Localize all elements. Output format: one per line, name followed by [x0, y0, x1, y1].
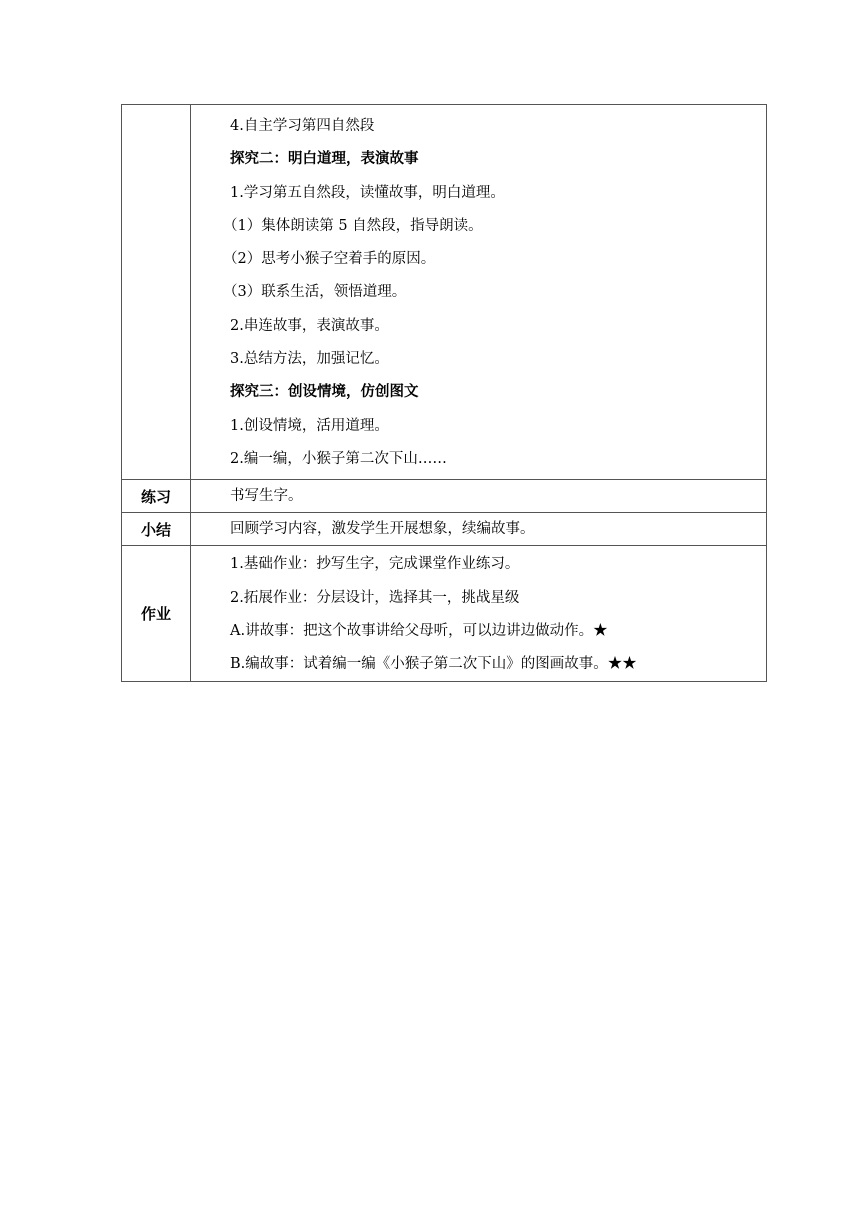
row-label-summary: 小结 [122, 513, 191, 546]
row-label-homework: 作业 [122, 546, 191, 682]
section-heading-inquiry-two: 探究二：明白道理，表演故事 [230, 151, 419, 168]
homework-line: 1.基础作业：抄写生字，完成课堂作业练习。 [230, 556, 520, 573]
practice-content-cell [191, 480, 767, 513]
homework-line: B.编故事：试着编一编《小猴子第二次下山》的图画故事。★★ [230, 656, 637, 673]
inquiry-content-cell [191, 105, 767, 480]
table-row-homework [122, 546, 767, 682]
homework-line: A.讲故事：把这个故事讲给父母听，可以边讲边做动作。★ [230, 622, 608, 639]
table-row-summary [122, 513, 767, 546]
row-label-empty [122, 105, 191, 480]
content-subline: （2）思考小猴子空着手的原因。 [223, 251, 436, 268]
content-line: 1.创设情境，活用道理。 [230, 417, 389, 434]
summary-text: 回顾学习内容，激发学生开展想象，续编故事。 [230, 521, 535, 538]
practice-text: 书写生字。 [230, 488, 303, 505]
table-row-inquiry [122, 105, 767, 480]
homework-line: 2.拓展作业：分层设计，选择其一，挑战星级 [230, 589, 520, 606]
summary-content-cell [191, 513, 767, 546]
content-subline: （3）联系生活，领悟道理。 [223, 284, 407, 301]
content-line: 3.总结方法，加强记忆。 [230, 351, 389, 368]
content-line: 2.串连故事，表演故事。 [230, 317, 389, 334]
content-line: 1.学习第五自然段，读懂故事，明白道理。 [230, 184, 505, 201]
homework-content-cell [191, 546, 767, 682]
content-line: 4.自主学习第四自然段 [230, 118, 375, 134]
section-heading-inquiry-three: 探究三：创设情境，仿创图文 [230, 384, 419, 401]
table-row-practice [122, 480, 767, 513]
row-label-practice: 练习 [122, 480, 191, 513]
content-subline: （1）集体朗读第 5 自然段，指导朗读。 [223, 217, 483, 234]
lesson-plan-table [121, 104, 767, 682]
content-line: 2.编一编，小猴子第二次下山…… [230, 450, 447, 467]
